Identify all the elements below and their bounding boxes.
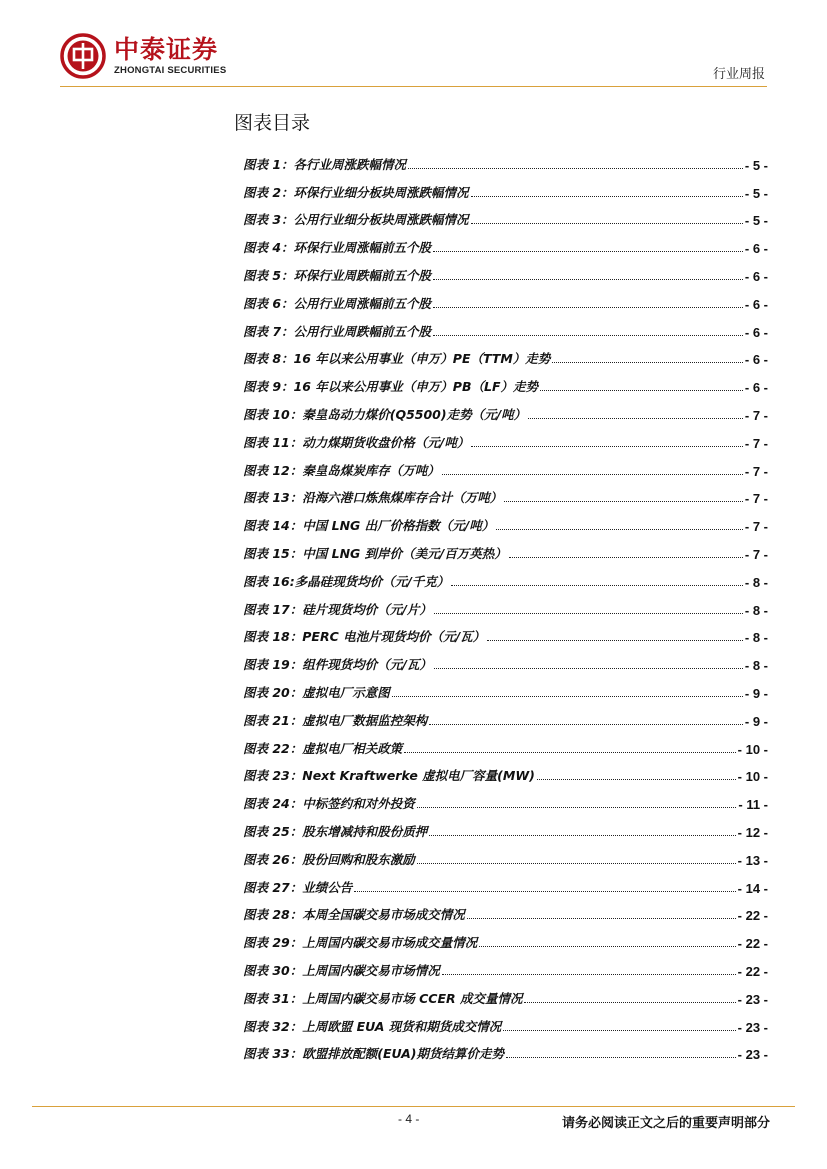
toc-entry-page[interactable]: - 6 - (744, 268, 768, 284)
toc-entry-label[interactable]: 图表 2：环保行业细分板块周涨跌幅情况 (243, 184, 469, 200)
toc-entry[interactable] (243, 423, 768, 451)
toc-entry[interactable] (243, 784, 768, 812)
toc-entry-label[interactable]: 图表 7：公用行业周跌幅前五个股 (243, 323, 432, 339)
toc-entry[interactable] (243, 395, 768, 423)
toc-entry-page[interactable]: - 23 - (737, 1019, 768, 1035)
toc-entry-label[interactable]: 图表 1：各行业周涨跌幅情况 (243, 156, 407, 172)
toc-entry[interactable] (243, 729, 768, 757)
toc-entry[interactable] (243, 562, 768, 590)
toc-dot-leader (509, 557, 743, 558)
toc-entry[interactable] (243, 451, 768, 479)
toc-title: 图表目录 (234, 112, 311, 134)
toc-entry[interactable] (243, 228, 768, 256)
toc-entry-page[interactable]: - 7 - (744, 407, 768, 423)
zhongtai-logo-icon (60, 33, 106, 79)
footer-disclaimer: 请务必阅读正文之后的重要声明部分 (561, 1116, 770, 1131)
toc-entry-label[interactable]: 图表 12：秦皇岛煤炭库存（万吨） (243, 462, 440, 478)
company-logo (60, 33, 226, 79)
toc-entry-page[interactable]: - 9 - (744, 713, 768, 729)
toc-dot-leader (404, 752, 735, 753)
toc-dot-leader (540, 390, 743, 391)
toc-entry-page[interactable]: - 6 - (744, 296, 768, 312)
toc-entry[interactable] (243, 812, 768, 840)
toc-entry-page[interactable]: - 7 - (744, 546, 768, 562)
toc-entry-label[interactable]: 图表 23：Next Kraftwerke 虚拟电厂容量(MW) (243, 768, 535, 784)
toc-entry-page[interactable]: - 7 - (744, 463, 768, 479)
toc-entry[interactable] (243, 145, 768, 173)
toc-entry[interactable] (243, 1035, 768, 1063)
toc-entry[interactable] (243, 701, 768, 729)
toc-entry[interactable] (243, 201, 768, 229)
toc-entry-label[interactable]: 图表 22：虚拟电厂相关政策 (243, 740, 403, 756)
toc-dot-leader (479, 946, 735, 947)
toc-dot-leader (429, 724, 743, 725)
toc-entry[interactable] (243, 923, 768, 951)
toc-entry-page[interactable]: - 7 - (744, 491, 768, 507)
toc-entry[interactable] (243, 534, 768, 562)
toc-entry[interactable] (243, 479, 768, 507)
toc-dot-leader (537, 779, 736, 780)
toc-entry-label[interactable]: 图表 25：股东增减持和股份质押 (243, 823, 428, 839)
toc-dot-leader (433, 251, 743, 252)
toc-entry-label[interactable]: 图表 10：秦皇岛动力煤价(Q5500)走势（元/吨） (243, 406, 527, 422)
header-divider (60, 86, 767, 87)
toc-entry-label[interactable]: 图表 3：公用行业细分板块周涨跌幅情况 (243, 212, 469, 228)
toc-entry-page[interactable]: - 6 - (744, 241, 768, 257)
toc-dot-leader (496, 529, 743, 530)
toc-entry-label[interactable]: 图表 31：上周国内碳交易市场 CCER 成交量情况 (243, 990, 523, 1006)
toc-entry[interactable] (243, 1007, 768, 1035)
toc-entry-label[interactable]: 图表 9：16 年以来公用事业（申万）PB（LF）走势 (243, 379, 538, 395)
toc-entry-page[interactable]: - 10 - (737, 741, 768, 757)
toc-entry-label[interactable]: 图表 13：沿海六港口炼焦煤库存合计（万吨） (243, 490, 503, 506)
toc-entry-page[interactable]: - 23 - (737, 991, 768, 1007)
toc-dot-leader (528, 418, 743, 419)
toc-entry-label[interactable]: 图表 8：16 年以来公用事业（申万）PE（TTM）走势 (243, 351, 551, 367)
toc-entry[interactable] (243, 618, 768, 646)
toc-entry-label[interactable]: 图表 30：上周国内碳交易市场情况 (243, 962, 440, 978)
toc-entry[interactable] (243, 951, 768, 979)
toc-dot-leader (487, 640, 743, 641)
toc-entry[interactable] (243, 340, 768, 368)
toc-entry-page[interactable]: - 22 - (737, 908, 768, 924)
toc-entry-page[interactable]: - 9 - (744, 685, 768, 701)
toc-entry-page[interactable]: - 22 - (737, 936, 768, 952)
toc-entry[interactable] (243, 840, 768, 868)
toc-dot-leader (451, 585, 743, 586)
toc-entry[interactable] (243, 506, 768, 534)
toc-entry-page[interactable]: - 11 - (738, 797, 768, 813)
logo-english-name: ZHONGTAI SECURITIES (114, 65, 227, 76)
toc-entry-label[interactable]: 图表 21：虚拟电厂数据监控架构 (243, 712, 428, 728)
toc-entry-label[interactable]: 图表 15：中国 LNG 到岸价（美元/百万英热） (243, 545, 507, 561)
report-type-label: 行业周报 (712, 67, 765, 82)
toc-entry-label[interactable]: 图表 24：中标签约和对外投资 (243, 796, 415, 812)
toc-entry-label[interactable]: 图表 4：环保行业周涨幅前五个股 (243, 240, 432, 256)
footer-divider (32, 1106, 795, 1107)
toc-dot-leader (433, 307, 743, 308)
toc-dot-leader (392, 696, 743, 697)
toc-entry-page[interactable]: - 8 - (744, 574, 768, 590)
toc-entry-page[interactable]: - 5 - (744, 185, 768, 201)
toc-entry-page[interactable]: - 10 - (737, 769, 768, 785)
toc-entry-label[interactable]: 图表 27：业绩公告 (243, 879, 353, 895)
toc-dot-leader (408, 168, 743, 169)
toc-entry-page[interactable]: - 7 - (744, 519, 768, 535)
toc-entry-page[interactable]: - 7 - (744, 435, 768, 451)
toc-dot-leader (467, 918, 736, 919)
toc-entry[interactable] (243, 896, 768, 924)
toc-entry-page[interactable]: - 5 - (744, 213, 768, 229)
toc-dot-leader (471, 196, 743, 197)
toc-entry-label[interactable]: 图表 32：上周欧盟 EUA 现货和期货成交情况 (243, 1018, 502, 1034)
toc-entry-label[interactable]: 图表 26：股份回购和股东激励 (243, 851, 415, 867)
toc-entry-label[interactable]: 图表 17：硅片现货均价（元/片） (243, 601, 432, 617)
toc-entry-page[interactable]: - 23 - (737, 1047, 768, 1063)
toc-entry[interactable] (243, 256, 768, 284)
toc-dot-leader (442, 474, 743, 475)
toc-entry-label[interactable]: 图表 5：环保行业周跌幅前五个股 (243, 267, 432, 283)
toc-dot-leader (524, 1002, 735, 1003)
toc-entry-label[interactable]: 图表 28：本周全国碳交易市场成交情况 (243, 907, 465, 923)
toc-entry-page[interactable]: - 8 - (744, 602, 768, 618)
toc-dot-leader (433, 335, 743, 336)
toc-dot-leader (434, 613, 743, 614)
toc-dot-leader (434, 668, 743, 669)
toc-entry-page[interactable]: - 14 - (737, 880, 768, 896)
toc-entry-page[interactable]: - 6 - (744, 324, 768, 340)
figure-table-of-contents (243, 145, 768, 1062)
toc-entry-page[interactable]: - 8 - (744, 630, 768, 646)
toc-entry-page[interactable]: - 12 - (737, 824, 768, 840)
toc-entry-label[interactable]: 图表 19：组件现货均价（元/瓦） (243, 657, 432, 673)
logo-text (114, 36, 226, 76)
toc-dot-leader (504, 501, 743, 502)
toc-dot-leader (354, 891, 735, 892)
toc-dot-leader (471, 223, 743, 224)
toc-entry[interactable] (243, 757, 768, 785)
toc-entry[interactable] (243, 312, 768, 340)
toc-entry-page[interactable]: - 5 - (744, 157, 768, 173)
toc-dot-leader (506, 1057, 736, 1058)
page-number: - 4 - (398, 1112, 420, 1126)
toc-entry[interactable] (243, 284, 768, 312)
toc-entry-page[interactable]: - 8 - (744, 658, 768, 674)
toc-entry-label[interactable]: 图表 14：中国 LNG 出厂价格指数（元/吨） (243, 518, 495, 534)
toc-dot-leader (552, 362, 743, 363)
logo-chinese-name: 中泰证券 (114, 35, 219, 64)
toc-entry[interactable] (243, 367, 768, 395)
toc-entry[interactable] (243, 590, 768, 618)
toc-entry-label[interactable]: 图表 18：PERC 电池片现货均价（元/瓦） (243, 629, 486, 645)
toc-entry-page[interactable]: - 6 - (744, 352, 768, 368)
toc-entry-label[interactable]: 图表 6：公用行业周涨幅前五个股 (243, 295, 432, 311)
toc-entry-label[interactable]: 图表 33：欧盟排放配额(EUA)期货结算价走势 (243, 1046, 504, 1062)
toc-entry[interactable] (243, 645, 768, 673)
toc-entry-page[interactable]: - 6 - (744, 380, 768, 396)
toc-dot-leader (433, 279, 743, 280)
toc-entry[interactable] (243, 673, 768, 701)
toc-dot-leader (429, 835, 735, 836)
toc-entry[interactable] (243, 868, 768, 896)
toc-entry[interactable] (243, 979, 768, 1007)
toc-entry-label[interactable]: 图表 20：虚拟电厂示意图 (243, 684, 390, 700)
toc-entry-label[interactable]: 图表 16:多晶硅现货均价（元/千克） (243, 573, 450, 589)
toc-entry[interactable] (243, 173, 768, 201)
toc-dot-leader (417, 807, 737, 808)
toc-dot-leader (442, 974, 736, 975)
toc-entry-label[interactable]: 图表 11：动力煤期货收盘价格（元/吨） (243, 434, 470, 450)
toc-dot-leader (503, 1030, 735, 1031)
toc-entry-page[interactable]: - 22 - (737, 963, 768, 979)
toc-entry-page[interactable]: - 13 - (737, 852, 768, 868)
toc-dot-leader (471, 446, 743, 447)
toc-dot-leader (417, 863, 736, 864)
toc-entry-label[interactable]: 图表 29：上周国内碳交易市场成交量情况 (243, 935, 478, 951)
